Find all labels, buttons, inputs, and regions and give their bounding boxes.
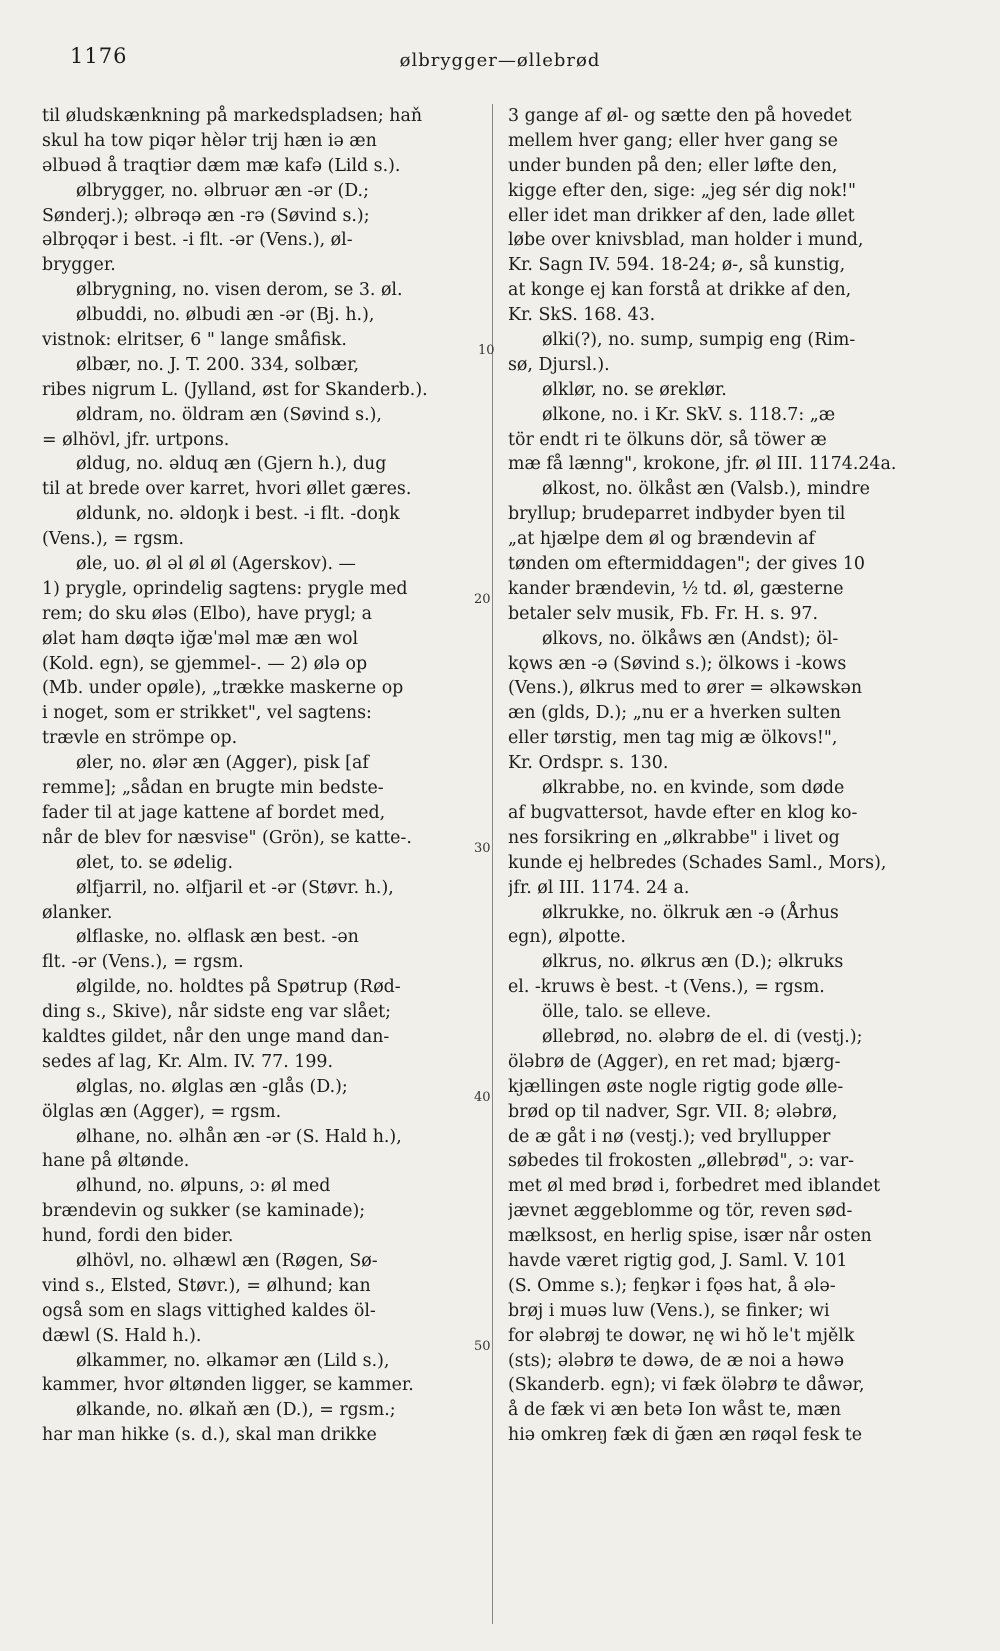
line-number: 50 [474,1339,491,1354]
text-line: ølhund, no. ølpuns, ɔ: øl med [76,1176,331,1197]
text-line: fader til at jage kattene af bordet med, [42,802,386,823]
right-column [508,104,948,1448]
text-line: eller tørstig, men tag mig æ ölkovs!", [508,728,838,749]
text-line: kǫws æn -ə (Søvind s.); ölkows i -kows [508,653,847,674]
text-line: remme]; „sådan en brugte min bedste- [42,778,384,799]
text-line: ding s., Skive), når sidste eng var slået; [42,1002,391,1023]
text-line: (S. Omme s.); feŋkər i fǫəs hat, å ǝlə- [508,1275,836,1296]
text-line: til at brede over karret, hvori øllet gæres. [42,479,412,500]
text-line: hiə omkreŋ fæk di ğæn æn røqǝl fesk te [508,1425,863,1446]
text-line: ølbrygning, no. visen derom, se 3. øl. [76,280,403,301]
text-line: ølət ham døqtə iğæˈmǝl mæ æn wol [42,628,359,649]
page-number: 1176 [70,44,128,68]
text-line: under bunden på den; eller løfte den, [508,155,838,176]
text-line: øldram, no. öldram æn (Søvind s.), [76,404,382,425]
text-line: ølbrygger, no. ǝlbruər æn -ər (D.; [76,180,369,201]
text-line: ölle, talo. se elleve. [542,1002,712,1023]
text-line: brygger. [42,255,116,276]
text-line: (sts); ǝləbrø te dǝwə, de æ noi a hǝwə [508,1350,845,1371]
text-line: ølbær, no. J. T. 200. 334, solbær, [76,354,360,375]
text-line: skul ha tow piqər hèlər trij hæn iə æn [42,130,377,151]
text-line: tör endt ri te ölkuns dör, så töwer æ [508,429,827,450]
text-line: ribes nigrum L. (Jylland, øst for Skanderb.). [42,379,428,400]
text-line: brøj i muəs luw (Vens.), se finker; wi [508,1300,830,1321]
text-line: nes forsikring en „ølkrabbe" i livet og [508,827,840,848]
text-line: kaldtes gildet, når den unge mand dan- [42,1026,390,1047]
text-line: af bugvattersot, havde efter en klog ko- [508,802,858,823]
text-line: øllebrød, no. ǝləbrø de el. di (vestj.); [542,1026,863,1047]
text-line: ølgilde, no. holdtes på Spøtrup (Rød- [76,977,401,998]
text-line: havde været rigtig god, J. Saml. V. 101 [508,1250,848,1271]
text-line: jævnet æggeblomme og tör, reven sød- [508,1201,853,1222]
text-line: ølet, to. se ødelig. [76,852,233,873]
text-line: tønden om eftermiddagen"; der gives 10 [508,554,865,575]
text-line: Kr. SkS. 168. 43. [508,305,656,326]
text-line: øle, uo. øl ǝl øl øl (Agerskov). — [76,554,356,575]
text-line: kunde ej helbredes (Schades Saml., Mors), [508,852,887,873]
text-line: kammer, hvor øltønden ligger, se kammer. [42,1375,414,1396]
text-line: vistnok: elritser, 6 " lange småfisk. [42,330,347,351]
running-head: ølbrygger—øllebrød [399,50,601,71]
text-line: hane på øltønde. [42,1151,190,1172]
text-line: ølklør, no. se øreklør. [542,379,727,400]
text-line: met øl med brød i, forbedret med iblandet [508,1176,881,1197]
text-line: ølfjarril, no. ǝlfjaril et -ər (Støvr. h.), [76,877,394,898]
text-line: 3 gange af øl- og sætte den på hovedet [508,106,852,126]
text-line: jfr. øl III. 1174. 24 a. [508,877,690,898]
text-line: Kr. Ordspr. s. 130. [508,753,669,774]
text-line: mellem hver gang; eller hver gang se [508,130,838,151]
text-line: ølkande, no. ølkaň æn (D.), = rgsm.; [76,1400,396,1421]
text-line: trævle en strömpe op. [42,728,238,749]
text-line: ølanker. [42,902,113,923]
text-line: hund, fordi den bider. [42,1226,234,1247]
text-line: sø, Djursl.). [508,354,610,375]
text-line: (Vens.), ølkrus med to ører = ǝlkǝwskən [508,678,863,699]
text-line: ølkrukke, no. ölkruk æn -ə (Århus [542,902,839,923]
text-line: sedes af lag, Kr. Alm. IV. 77. 199. [42,1051,334,1072]
text-line: har man hikke (s. d.), skal man drikke [42,1425,377,1446]
text-line: at konge ej kan forstå at drikke af den, [508,280,852,301]
text-line: ølkammer, no. ǝlkamər æn (Lild s.), [76,1350,390,1371]
line-number: 30 [474,841,491,856]
text-line: mæ få lænng", krokone, jfr. øl III. 1174.24a. [508,454,897,475]
text-line: brændevin og sukker (se kaminade); [42,1201,366,1222]
text-line: = ølhövl, jfr. urtpons. [42,429,230,450]
text-line: ǝlbrǫqər i best. -i flt. -ər (Vens.), øl- [42,230,353,251]
text-line: ølhane, no. ǝlhån æn -ər (S. Hald h.), [76,1126,402,1147]
text-line: ølkost, no. ölkåst æn (Valsb.), mindre [542,479,870,500]
text-line: betaler selv musik, Fb. Fr. H. s. 97. [508,603,819,624]
text-line: når de blev for næsvise" (Grön), se katte-. [42,827,412,848]
text-line: el. -kruws è best. -t (Vens.), = rgsm. [508,977,825,998]
text-line: kjællingen øste nogle rigtig gode ølle- [508,1076,844,1097]
text-line: ølbuddi, no. ølbudi æn -ər (Bj. h.), [76,305,375,326]
text-line: ølkovs, no. ölkåws æn (Andst); öl- [542,628,839,649]
text-line: bryllup; brudeparret indbyder byen til [508,504,846,525]
text-line: Sønderj.); ǝlbrǝqə æn -rə (Søvind s.); [42,205,370,226]
text-line: (Skanderb. egn); vi fæk öləbrø te dåwər, [508,1375,865,1396]
text-line: ölglas æn (Agger), = rgsm. [42,1101,282,1122]
text-line: rem; do sku øləs (Elbo), have prygl; a [42,603,372,624]
text-line: (Kold. egn), se gjemmel-. — 2) ølə op [42,653,368,674]
line-number: 40 [474,1090,491,1105]
text-line: eller idet man drikker af den, lade øllet [508,205,855,226]
text-line: ǝlbuəd å traqtiər dæm mæ kafə (Lild s.). [42,155,401,176]
text-line: ølkrus, no. ølkrus æn (D.); ǝlkruks [542,952,844,973]
text-line: 1) prygle, oprindelig sagtens: prygle med [42,578,408,599]
line-number: 20 [474,592,491,607]
text-line: øldunk, no. ǝldoŋk i best. -i flt. -doŋk [76,504,400,525]
text-line: for ǝləbrøj te dowər, nę wi hǒ leˈt mjělk [508,1325,855,1346]
text-line: de æ gåt i nø (vestj.); ved bryllupper [508,1126,831,1147]
text-line: å de fæk vi æn betə Ion wåst te, mæn [508,1400,842,1421]
text-line: (Mb. under opøle), „trække maskerne op [42,678,404,699]
text-line: øldug, no. ǝlduq æn (Gjern h.), dug [76,454,387,475]
text-line: ølglas, no. ølglas æn -glås (D.); [76,1076,348,1097]
text-line: vind s., Elsted, Støvr.), = ølhund; kan [42,1275,371,1296]
text-line: ølhövl, no. ǝlhæwl æn (Røgen, Sø- [76,1250,378,1271]
text-line: til øludskænkning på markedspladsen; haň [42,106,423,126]
text-line: (Vens.), = rgsm. [42,529,185,550]
text-line: dæwl (S. Hald h.). [42,1325,202,1346]
text-line: også som en slags vittighed kaldes öl- [42,1300,376,1321]
text-line: løbe over knivsblad, man holder i mund, [508,230,864,251]
text-line: flt. -ər (Vens.), = rgsm. [42,952,244,973]
text-line: ølki(?), no. sump, sumpig eng (Rim- [542,330,856,351]
text-line: kigge efter den, sige: „jeg sér dig nok!" [508,180,856,201]
line-number: 10 [478,343,495,358]
text-line: æn (glds, D.); „nu er a hverken sulten [508,703,842,724]
text-line: ølflaske, no. ǝlflask æn best. -ən [76,927,359,948]
text-line: brød op til nadver, Sgr. VII. 8; ǝləbrø, [508,1101,838,1122]
text-line: ølkone, no. i Kr. SkV. s. 118.7: „æ [542,404,836,425]
text-line: kander brændevin, ½ td. øl, gæsterne [508,578,844,599]
column-divider [492,104,493,1624]
text-line: ølkrabbe, no. en kvinde, som døde [542,778,845,799]
text-line: öləbrø de (Agger), en ret mad; bjærg- [508,1051,841,1072]
text-line: egn), ølpotte. [508,927,626,948]
text-line: Kr. Sagn IV. 594. 18-24; ø-, så kunstig, [508,255,846,276]
page-header [0,44,1000,84]
text-line: mælksost, en herlig spise, især når osten [508,1226,872,1247]
text-line: øler, no. ølər æn (Agger), pisk [af [76,753,369,774]
text-line: i noget, som er strikket", vel sagtens: [42,703,372,724]
left-column [42,104,466,1448]
text-line: „at hjælpe dem øl og brændevin af [508,529,815,550]
text-line: søbedes til frokosten „øllebrød", ɔ: var- [508,1151,855,1172]
